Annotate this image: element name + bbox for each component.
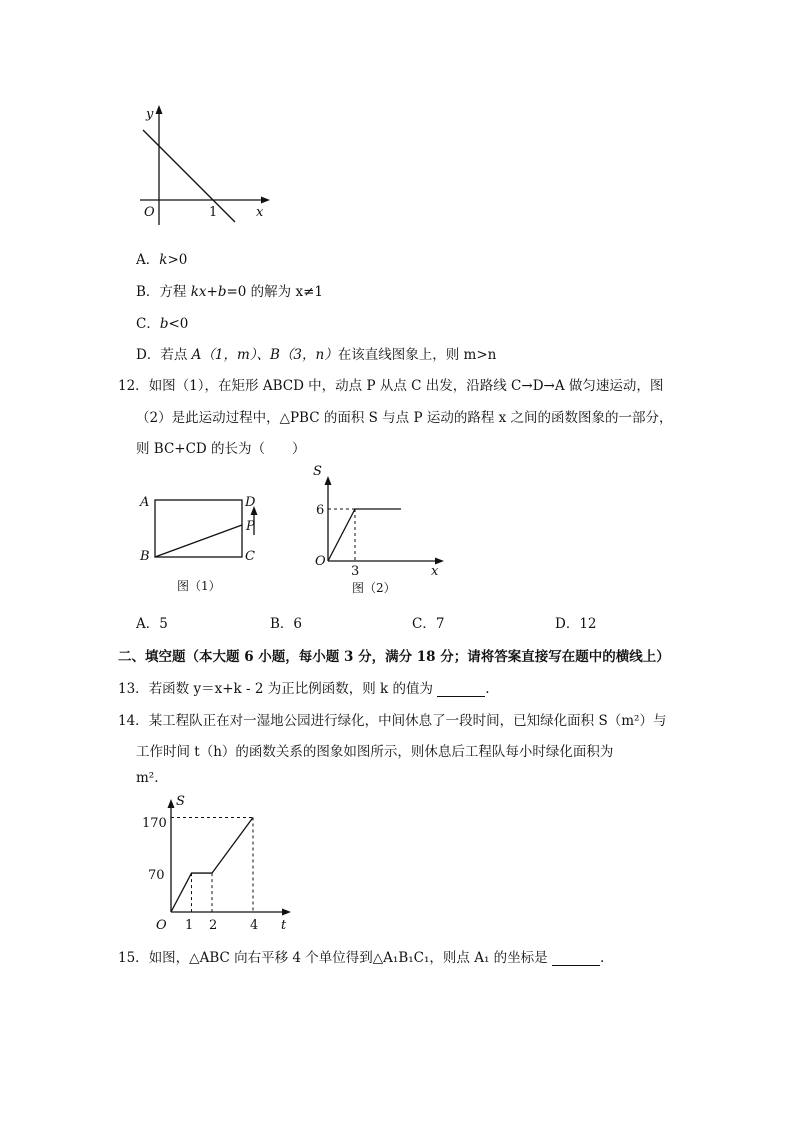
figure-2-caption: 图（2） [352,581,396,595]
label-a: A [140,495,150,510]
q13-answer-blank[interactable] [437,680,485,697]
origin-label: O [315,554,326,569]
q13-number: 13． [118,681,149,697]
q14-line-1: 14．某工程队正在对一湿地公园进行绿化，中间休息了一段时间，已知绿化面积 S（m²）与 [118,713,667,729]
q11-option-b: B．方程 kx+b=0 的解为 x≠1 [136,284,323,300]
function-line [143,130,235,222]
origin-label: O [144,205,155,220]
y-axis-arrow [156,105,163,114]
t-axis-label: t [281,918,287,933]
label-d: D [245,495,256,510]
section-2-heading: 二、填空题（本大题 6 小题，每小题 3 分，满分 18 分；请将答案直接写在题中的横线上） [118,649,670,665]
q12-option-b: B．6 [270,616,303,632]
area-function-line [328,509,401,561]
q12-number: 12． [118,378,149,394]
q11-option-c: C．b<0 [136,316,189,332]
tick-170: 170 [142,816,167,831]
q12-option-d: D．12 [555,616,597,632]
q15-number: 15． [118,950,149,966]
x-axis-arrow [282,909,291,916]
q13-text: 13．若函数 y＝x+k - 2 为正比例函数，则 k 的值为 . [118,681,490,697]
q14-area-time-graph [136,793,301,933]
q12-option-a: A．5 [136,616,168,632]
label-c: C [245,549,255,564]
tick-70: 70 [148,868,165,883]
tick-label-1: 1 [209,205,218,220]
figure-1-caption: 图（1） [177,579,221,593]
s-axis-label: S [176,794,185,809]
y-axis-arrow [325,476,332,485]
s-label: S [313,464,322,479]
tick-3: 3 [351,564,360,579]
x-label: x [431,564,439,579]
label-b: B [140,549,150,564]
tick-2: 2 [209,918,218,933]
y-axis-label: y [146,107,154,122]
q14-line-3: m². [136,770,159,786]
y-axis-arrow [168,799,175,808]
origin-label: O [156,918,167,933]
q12-figure-2 [300,462,450,602]
q11-option-a: A．k>0 [136,252,188,268]
q12-option-c: C．7 [412,616,445,632]
q12-line-1: 12．如图（1），在矩形 ABCD 中，动点 P 从点 C 出发，沿路线 C→D→A 做匀速运动，图 [118,378,664,394]
linear-function-graph [130,100,280,230]
q14-line-2: 工作时间 t（h）的函数关系的图象如图所示，则休息后工程队每小时绿化面积为 [136,744,614,760]
tick-4: 4 [250,918,259,933]
x-axis-arrow [261,197,270,204]
q14-number: 14． [118,713,149,729]
q12-line-3: 则 BC+CD 的长为（ ） [136,441,306,457]
label-p: P [246,519,255,534]
tick-6: 6 [316,503,325,518]
q11-option-d: D．若点 A（1，m）、B（3，n）在该直线图象上，则 m>n [136,347,497,363]
tick-1: 1 [185,918,194,933]
segment-bp [155,525,242,557]
q15-answer-blank[interactable] [552,949,600,966]
q12-figure-1 [130,488,280,598]
q12-line-2: （2）是此运动过程中，△PBC 的面积 S 与点 P 运动的路程 x 之间的函数图象的一部分， [136,410,673,426]
x-axis-label: x [256,205,264,220]
rectangle-abcd [155,500,242,557]
q15-text: 15．如图，△ABC 向右平移 4 个单位得到△A₁B₁C₁，则点 A₁ 的坐标是 . [118,950,605,966]
